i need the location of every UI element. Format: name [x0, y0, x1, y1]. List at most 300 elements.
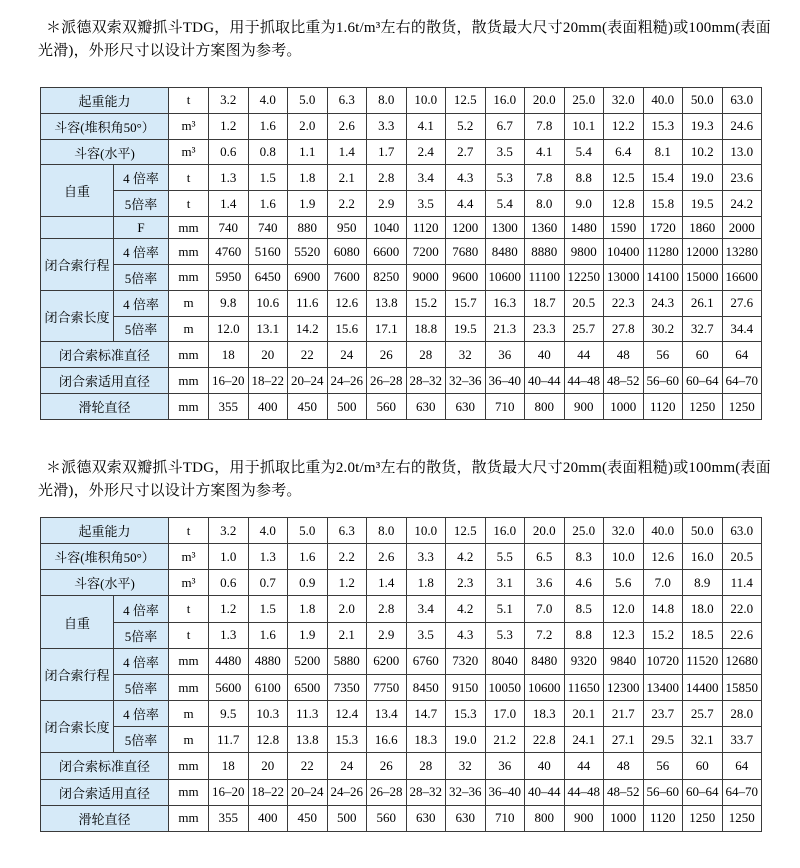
table-row: [41, 805, 762, 831]
value-cell: 3.3: [406, 544, 446, 570]
table-row: [41, 165, 762, 191]
table-row: [41, 701, 762, 727]
value-cell: 12.5: [446, 88, 486, 114]
value-cell: 630: [406, 805, 446, 831]
intro-paragraph-grab-1.6: ＊派德双索双瓣抓斗TDG，用于抓取比重为1.6t/m³左右的散货，散货最大尺寸20mm(表面粗糙)或100mm(表面光滑)，外形尺寸以设计方案图为参考。: [38, 20, 771, 59]
value-cell: 2.2: [327, 191, 367, 217]
value-cell: 36: [485, 342, 525, 368]
row-sublabel: 4 倍率: [114, 648, 169, 674]
table-row: [41, 139, 762, 165]
value-cell: 11280: [643, 239, 683, 265]
unit-cell: t: [169, 596, 209, 622]
value-cell: 32–36: [446, 779, 486, 805]
table-row: [41, 342, 762, 368]
row-label: 斗容(堆积角50°）: [41, 113, 169, 139]
value-cell: 48–52: [604, 368, 644, 394]
value-cell: 5.4: [485, 191, 525, 217]
value-cell: 1.8: [288, 165, 328, 191]
value-cell: 0.9: [288, 570, 328, 596]
value-cell: 28: [406, 342, 446, 368]
value-cell: 0.6: [209, 139, 249, 165]
unit-cell: m³: [169, 139, 209, 165]
value-cell: 56–60: [643, 368, 683, 394]
value-cell: 15.3: [643, 113, 683, 139]
value-cell: 1.3: [209, 165, 249, 191]
value-cell: 5160: [248, 239, 288, 265]
value-cell: 2.0: [288, 113, 328, 139]
unit-cell: m³: [169, 544, 209, 570]
value-cell: 8.0: [367, 518, 407, 544]
unit-cell: mm: [169, 394, 209, 420]
value-cell: 20–24: [288, 779, 328, 805]
value-cell: 4.1: [406, 113, 446, 139]
table-row: [41, 622, 762, 648]
value-cell: 27.6: [722, 290, 762, 316]
value-cell: 8480: [485, 239, 525, 265]
value-cell: 4480: [209, 648, 249, 674]
value-cell: 9.5: [209, 701, 249, 727]
unit-cell: mm: [169, 674, 209, 700]
row-sublabel: 4 倍率: [114, 239, 169, 265]
value-cell: 9.8: [209, 290, 249, 316]
value-cell: 16.6: [367, 727, 407, 753]
value-cell: 1360: [525, 217, 565, 239]
value-cell: 12.4: [327, 701, 367, 727]
value-cell: 15.8: [643, 191, 683, 217]
value-cell: 5880: [327, 648, 367, 674]
value-cell: 8.8: [564, 622, 604, 648]
row-label: 滑轮直径: [41, 394, 169, 420]
value-cell: 6900: [288, 264, 328, 290]
value-cell: 60: [683, 342, 723, 368]
unit-cell: mm: [169, 217, 209, 239]
value-cell: 26–28: [367, 368, 407, 394]
row-sublabel: 4 倍率: [114, 596, 169, 622]
value-cell: 28: [406, 753, 446, 779]
value-cell: 7200: [406, 239, 446, 265]
value-cell: 7.8: [525, 165, 565, 191]
unit-cell: t: [169, 518, 209, 544]
value-cell: 12.8: [248, 727, 288, 753]
value-cell: 2.2: [327, 544, 367, 570]
value-cell: 24.6: [722, 113, 762, 139]
value-cell: 48: [604, 753, 644, 779]
value-cell: 26: [367, 342, 407, 368]
value-cell: 560: [367, 805, 407, 831]
value-cell: 16600: [722, 264, 762, 290]
value-cell: 4.3: [446, 165, 486, 191]
row-sublabel: 5倍率: [114, 727, 169, 753]
value-cell: 12680: [722, 648, 762, 674]
value-cell: 16.0: [485, 518, 525, 544]
row-sublabel: 5倍率: [114, 191, 169, 217]
value-cell: 13280: [722, 239, 762, 265]
value-cell: 19.0: [683, 165, 723, 191]
value-cell: 24.3: [643, 290, 683, 316]
value-cell: 1250: [722, 394, 762, 420]
value-cell: 25.7: [683, 701, 723, 727]
value-cell: 8.0: [367, 88, 407, 114]
value-cell: 11.3: [288, 701, 328, 727]
value-cell: 1120: [643, 394, 683, 420]
value-cell: 10720: [643, 648, 683, 674]
value-cell: 1.6: [288, 544, 328, 570]
value-cell: 9150: [446, 674, 486, 700]
value-cell: 14.2: [288, 316, 328, 342]
row-label: 闭合索长度: [41, 290, 114, 342]
value-cell: 20.0: [525, 518, 565, 544]
table-row: [41, 264, 762, 290]
value-cell: 16.3: [485, 290, 525, 316]
value-cell: 1.5: [248, 165, 288, 191]
value-cell: 17.0: [485, 701, 525, 727]
value-cell: 48–52: [604, 779, 644, 805]
value-cell: 1.6: [248, 113, 288, 139]
value-cell: 11.4: [722, 570, 762, 596]
value-cell: 6.5: [525, 544, 565, 570]
row-label: 闭合索标准直径: [41, 342, 169, 368]
value-cell: 1.2: [209, 596, 249, 622]
value-cell: 3.4: [406, 596, 446, 622]
value-cell: 6500: [288, 674, 328, 700]
value-cell: 6200: [367, 648, 407, 674]
value-cell: 1200: [446, 217, 486, 239]
value-cell: 32.0: [604, 88, 644, 114]
value-cell: 6600: [367, 239, 407, 265]
value-cell: 22: [288, 753, 328, 779]
value-cell: 14100: [643, 264, 683, 290]
value-cell: 18.3: [406, 727, 446, 753]
value-cell: 5950: [209, 264, 249, 290]
value-cell: 7320: [446, 648, 486, 674]
value-cell: 900: [564, 394, 604, 420]
value-cell: 18: [209, 753, 249, 779]
value-cell: 22.0: [722, 596, 762, 622]
unit-cell: mm: [169, 648, 209, 674]
value-cell: 40: [525, 753, 565, 779]
value-cell: 740: [248, 217, 288, 239]
value-cell: 25.0: [564, 518, 604, 544]
value-cell: 18–22: [248, 779, 288, 805]
value-cell: 32.0: [604, 518, 644, 544]
value-cell: 4.0: [248, 518, 288, 544]
value-cell: 19.5: [446, 316, 486, 342]
value-cell: 36: [485, 753, 525, 779]
value-cell: 3.3: [367, 113, 407, 139]
value-cell: 560: [367, 394, 407, 420]
value-cell: 12.8: [604, 191, 644, 217]
table-row: [41, 727, 762, 753]
value-cell: 12.5: [604, 165, 644, 191]
row-label: 闭合索适用直径: [41, 368, 169, 394]
unit-cell: mm: [169, 342, 209, 368]
row-sublabel: 5倍率: [114, 622, 169, 648]
value-cell: 3.4: [406, 165, 446, 191]
table-row: [41, 544, 762, 570]
value-cell: 26–28: [367, 779, 407, 805]
value-cell: 1.4: [209, 191, 249, 217]
value-cell: 18–22: [248, 368, 288, 394]
value-cell: 4.3: [446, 622, 486, 648]
value-cell: 4880: [248, 648, 288, 674]
table-row: [41, 316, 762, 342]
value-cell: 40: [525, 342, 565, 368]
unit-cell: t: [169, 622, 209, 648]
value-cell: 27.8: [604, 316, 644, 342]
table-row: [41, 753, 762, 779]
value-cell: 23.6: [722, 165, 762, 191]
value-cell: 12.6: [327, 290, 367, 316]
value-cell: 1250: [722, 805, 762, 831]
value-cell: 5.2: [446, 113, 486, 139]
unit-cell: mm: [169, 368, 209, 394]
value-cell: 5.0: [288, 88, 328, 114]
value-cell: 10.3: [248, 701, 288, 727]
table-row: [41, 191, 762, 217]
value-cell: 18.0: [683, 596, 723, 622]
value-cell: 10.0: [406, 518, 446, 544]
value-cell: 22.3: [604, 290, 644, 316]
row-label: 起重能力: [41, 88, 169, 114]
value-cell: 44–48: [564, 779, 604, 805]
row-sublabel: 4 倍率: [114, 290, 169, 316]
row-label: 自重: [41, 165, 114, 217]
value-cell: 3.2: [209, 88, 249, 114]
value-cell: 1.2: [327, 570, 367, 596]
value-cell: 14.8: [643, 596, 683, 622]
value-cell: 0.8: [248, 139, 288, 165]
value-cell: 1.3: [209, 622, 249, 648]
value-cell: 24–26: [327, 779, 367, 805]
value-cell: 1590: [604, 217, 644, 239]
value-cell: 60–64: [683, 368, 723, 394]
value-cell: 19.5: [683, 191, 723, 217]
value-cell: 8.0: [525, 191, 565, 217]
row-label: 闭合索行程: [41, 648, 114, 700]
value-cell: 500: [327, 394, 367, 420]
value-cell: 32: [446, 342, 486, 368]
value-cell: 15.3: [446, 701, 486, 727]
value-cell: 5.4: [564, 139, 604, 165]
value-cell: 10.0: [406, 88, 446, 114]
value-cell: 64: [722, 342, 762, 368]
value-cell: 3.5: [406, 622, 446, 648]
value-cell: 16–20: [209, 368, 249, 394]
value-cell: 56–60: [643, 779, 683, 805]
value-cell: 1250: [683, 805, 723, 831]
value-cell: 1.5: [248, 596, 288, 622]
value-cell: 5200: [288, 648, 328, 674]
row-label: 斗容(堆积角50°）: [41, 544, 169, 570]
value-cell: 2.1: [327, 622, 367, 648]
value-cell: 20.5: [564, 290, 604, 316]
value-cell: 19.0: [446, 727, 486, 753]
row-label: 闭合索标准直径: [41, 753, 169, 779]
row-label: 闭合索长度: [41, 701, 114, 753]
value-cell: 3.2: [209, 518, 249, 544]
value-cell: 32.1: [683, 727, 723, 753]
value-cell: 63.0: [722, 518, 762, 544]
value-cell: 8480: [525, 648, 565, 674]
value-cell: 25.7: [564, 316, 604, 342]
value-cell: 33.7: [722, 727, 762, 753]
value-cell: 63.0: [722, 88, 762, 114]
value-cell: 32: [446, 753, 486, 779]
value-cell: 500: [327, 805, 367, 831]
value-cell: 18.5: [683, 622, 723, 648]
value-cell: 12.6: [643, 544, 683, 570]
unit-cell: m: [169, 727, 209, 753]
value-cell: 10600: [525, 674, 565, 700]
value-cell: 8250: [367, 264, 407, 290]
value-cell: 2000: [722, 217, 762, 239]
value-cell: 6.4: [604, 139, 644, 165]
value-cell: 7750: [367, 674, 407, 700]
value-cell: 2.7: [446, 139, 486, 165]
value-cell: 2.6: [327, 113, 367, 139]
value-cell: 450: [288, 394, 328, 420]
value-cell: 1.7: [367, 139, 407, 165]
value-cell: 26: [367, 753, 407, 779]
value-cell: 24: [327, 753, 367, 779]
unit-cell: mm: [169, 753, 209, 779]
value-cell: 710: [485, 805, 525, 831]
value-cell: 27.1: [604, 727, 644, 753]
value-cell: 50.0: [683, 518, 723, 544]
value-cell: 18.7: [525, 290, 565, 316]
value-cell: 40–44: [525, 368, 565, 394]
value-cell: 7.2: [525, 622, 565, 648]
table-row: [41, 217, 762, 239]
value-cell: 20.5: [722, 544, 762, 570]
value-cell: 9320: [564, 648, 604, 674]
value-cell: 10.2: [683, 139, 723, 165]
value-cell: 8.3: [564, 544, 604, 570]
value-cell: 11650: [564, 674, 604, 700]
value-cell: 12.2: [604, 113, 644, 139]
value-cell: 60–64: [683, 779, 723, 805]
value-cell: 1480: [564, 217, 604, 239]
value-cell: 14400: [683, 674, 723, 700]
value-cell: 44–48: [564, 368, 604, 394]
value-cell: 28.0: [722, 701, 762, 727]
value-cell: 40–44: [525, 779, 565, 805]
value-cell: 6080: [327, 239, 367, 265]
value-cell: 630: [406, 394, 446, 420]
value-cell: 2.9: [367, 622, 407, 648]
value-cell: 1.4: [367, 570, 407, 596]
value-cell: 16.0: [683, 544, 723, 570]
row-sublabel: 4 倍率: [114, 701, 169, 727]
value-cell: 8880: [525, 239, 565, 265]
value-cell: 10600: [485, 264, 525, 290]
value-cell: 4.1: [525, 139, 565, 165]
value-cell: 28–32: [406, 779, 446, 805]
value-cell: 11100: [525, 264, 565, 290]
row-label: 斗容(水平): [41, 570, 169, 596]
value-cell: 7600: [327, 264, 367, 290]
unit-cell: m: [169, 316, 209, 342]
row-sublabel: 4 倍率: [114, 165, 169, 191]
value-cell: 5600: [209, 674, 249, 700]
value-cell: 56: [643, 753, 683, 779]
unit-cell: m: [169, 290, 209, 316]
value-cell: 5.3: [485, 622, 525, 648]
unit-cell: mm: [169, 239, 209, 265]
value-cell: 800: [525, 394, 565, 420]
value-cell: 20–24: [288, 368, 328, 394]
value-cell: 8450: [406, 674, 446, 700]
value-cell: 4.2: [446, 596, 486, 622]
value-cell: 6450: [248, 264, 288, 290]
row-sublabel: 5倍率: [114, 674, 169, 700]
value-cell: 25.0: [564, 88, 604, 114]
table-row: [41, 596, 762, 622]
value-cell: 8040: [485, 648, 525, 674]
value-cell: 50.0: [683, 88, 723, 114]
value-cell: 13.8: [288, 727, 328, 753]
value-cell: 16.0: [485, 88, 525, 114]
value-cell: 60: [683, 753, 723, 779]
value-cell: 400: [248, 394, 288, 420]
value-cell: 20: [248, 342, 288, 368]
value-cell: 10.1: [564, 113, 604, 139]
value-cell: 16–20: [209, 779, 249, 805]
value-cell: 2.4: [406, 139, 446, 165]
value-cell: 1.3: [248, 544, 288, 570]
row-label: [41, 217, 114, 239]
value-cell: 5520: [288, 239, 328, 265]
row-label: 闭合索行程: [41, 239, 114, 291]
row-sublabel: 5倍率: [114, 316, 169, 342]
value-cell: 13.1: [248, 316, 288, 342]
value-cell: 12.3: [604, 622, 644, 648]
value-cell: 19.3: [683, 113, 723, 139]
value-cell: 18.3: [525, 701, 565, 727]
value-cell: 22.6: [722, 622, 762, 648]
value-cell: 12.0: [604, 596, 644, 622]
unit-cell: m: [169, 701, 209, 727]
value-cell: 10050: [485, 674, 525, 700]
row-label: 自重: [41, 596, 114, 648]
value-cell: 7.0: [525, 596, 565, 622]
value-cell: 2.0: [327, 596, 367, 622]
value-cell: 9000: [406, 264, 446, 290]
value-cell: 950: [327, 217, 367, 239]
value-cell: 1.6: [248, 622, 288, 648]
value-cell: 15.4: [643, 165, 683, 191]
unit-cell: mm: [169, 264, 209, 290]
value-cell: 9600: [446, 264, 486, 290]
value-cell: 22.8: [525, 727, 565, 753]
value-cell: 23.7: [643, 701, 683, 727]
value-cell: 900: [564, 805, 604, 831]
value-cell: 1.6: [248, 191, 288, 217]
value-cell: 1860: [683, 217, 723, 239]
value-cell: 17.1: [367, 316, 407, 342]
value-cell: 1.9: [288, 622, 328, 648]
value-cell: 5.5: [485, 544, 525, 570]
unit-cell: t: [169, 88, 209, 114]
row-label: 起重能力: [41, 518, 169, 544]
value-cell: 1.2: [209, 113, 249, 139]
value-cell: 1720: [643, 217, 683, 239]
value-cell: 12.5: [446, 518, 486, 544]
value-cell: 13.0: [722, 139, 762, 165]
table-row: [41, 239, 762, 265]
row-label: 斗容(水平): [41, 139, 169, 165]
value-cell: 630: [446, 394, 486, 420]
